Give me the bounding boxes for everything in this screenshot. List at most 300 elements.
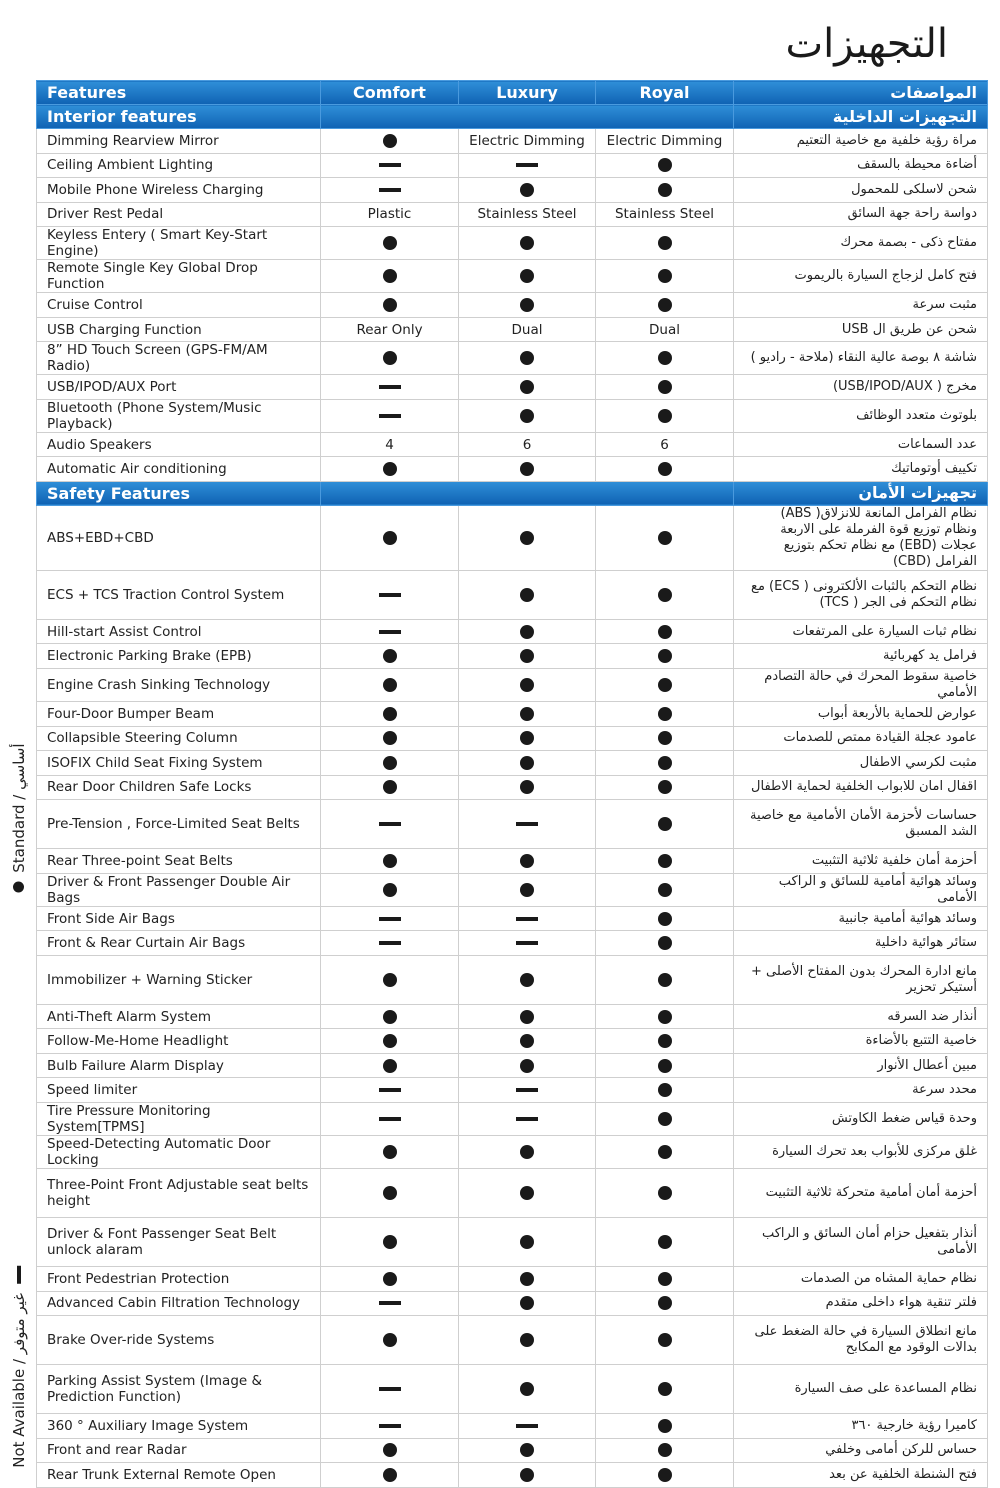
value-royal xyxy=(596,129,734,154)
value-luxury xyxy=(459,1463,596,1488)
feature-name: Rear Door Children Safe Locks xyxy=(37,775,321,800)
feature-name: ABS+EBD+CBD xyxy=(37,505,321,570)
value-luxury xyxy=(459,375,596,400)
standard-dot-icon xyxy=(520,1059,534,1073)
standard-dot-icon xyxy=(520,1145,534,1159)
feature-name: ISOFIX Child Seat Fixing System xyxy=(37,751,321,776)
value-comfort xyxy=(321,1414,459,1439)
feature-name-ar: نظام حماية المشاه من الصدمات xyxy=(734,1267,988,1292)
feature-name-ar: نظام المساعدة على صف السيارة xyxy=(734,1365,988,1414)
legend-not-available xyxy=(10,1262,28,1468)
value-luxury xyxy=(459,227,596,260)
standard-dot-icon xyxy=(658,351,672,365)
value-comfort xyxy=(321,1291,459,1316)
standard-dot-icon xyxy=(520,298,534,312)
standard-dot-icon xyxy=(658,936,672,950)
feature-name-ar: فرامل يد كهربائية xyxy=(734,644,988,669)
feature-name-ar: وسائد هوائية أمامية جانبية xyxy=(734,906,988,931)
table-row xyxy=(37,129,988,154)
table-row xyxy=(37,227,988,260)
table-row xyxy=(37,1267,988,1292)
value-comfort xyxy=(321,227,459,260)
feature-name-ar: بلوتوث متعدد الوظائف xyxy=(734,399,988,432)
legend-not-available-label: Not Available / غير متوفر xyxy=(10,1293,28,1468)
value-luxury xyxy=(459,1438,596,1463)
value-luxury xyxy=(459,457,596,482)
value-luxury xyxy=(459,317,596,342)
value-comfort xyxy=(321,1365,459,1414)
table-row xyxy=(37,1438,988,1463)
standard-dot-icon xyxy=(520,269,534,283)
standard-dot-icon xyxy=(383,1443,397,1457)
table-row xyxy=(37,1029,988,1054)
section-title-ar: تجهيزات الأمان xyxy=(734,481,988,505)
value-royal xyxy=(596,317,734,342)
value-comfort xyxy=(321,260,459,293)
value-luxury xyxy=(459,644,596,669)
value-luxury xyxy=(459,342,596,375)
legend-standard-label: Standard / أساسي xyxy=(10,743,28,873)
feature-name: Speed limiter xyxy=(37,1078,321,1103)
standard-dot-icon xyxy=(658,1235,672,1249)
standard-dot-icon xyxy=(658,1272,672,1286)
page-title: التجهيزات xyxy=(785,21,948,67)
table-row xyxy=(37,260,988,293)
feature-name: Anti-Theft Alarm System xyxy=(37,1004,321,1029)
value-luxury xyxy=(459,153,596,178)
feature-name-ar: مانع انطلاق السيارة في حالة الضغط على بدالات الوقود مع المكابح xyxy=(734,1316,988,1365)
feature-name: Immobilizer + Warning Sticker xyxy=(37,955,321,1004)
standard-dot-icon xyxy=(520,1272,534,1286)
table-row xyxy=(37,432,988,457)
not-available-dash-icon xyxy=(379,1301,401,1305)
not-available-dash-icon xyxy=(516,822,538,826)
feature-name: 8” HD Touch Screen (GPS-FM/AM Radio) xyxy=(37,342,321,375)
value-royal xyxy=(596,399,734,432)
feature-name: Front Side Air Bags xyxy=(37,906,321,931)
feature-name: USB/IPOD/AUX Port xyxy=(37,375,321,400)
value-luxury xyxy=(459,1267,596,1292)
value-luxury xyxy=(459,1365,596,1414)
standard-dot-icon xyxy=(658,854,672,868)
standard-dot-icon xyxy=(658,731,672,745)
value-royal xyxy=(596,775,734,800)
standard-dot-icon xyxy=(520,588,534,602)
section-title-ar: التجهيزات الداخلية xyxy=(734,105,988,129)
value-royal xyxy=(596,849,734,874)
value-royal xyxy=(596,505,734,570)
value-luxury xyxy=(459,293,596,318)
feature-name-ar: حساسات لأحزمة الأمان الأمامية مع خاصية الشد المسبق xyxy=(734,800,988,849)
table-row xyxy=(37,505,988,570)
standard-dot-icon xyxy=(658,1112,672,1126)
value-luxury xyxy=(459,873,596,906)
value-royal xyxy=(596,202,734,227)
section-title: Safety Features xyxy=(37,481,321,505)
standard-dot-icon xyxy=(520,409,534,423)
feature-name-ar: نظام الفرامل المانعة للانزلاق( ABS) ونظام توزيع قوة الفرملة على الاربعة عجلات (EBD) مع نظام تحكم بتوزيع الفرامل (CBD) xyxy=(734,505,988,570)
standard-dot-icon xyxy=(520,1296,534,1310)
not-available-dash-icon xyxy=(379,385,401,389)
feature-name-ar: حساس للركن أمامى وخلفي xyxy=(734,1438,988,1463)
feature-name: Front & Rear Curtain Air Bags xyxy=(37,931,321,956)
value-luxury xyxy=(459,1103,596,1136)
feature-name: Front and rear Radar xyxy=(37,1438,321,1463)
value-comfort xyxy=(321,619,459,644)
standard-dot-icon xyxy=(658,707,672,721)
value-royal xyxy=(596,1463,734,1488)
standard-dot-icon xyxy=(383,1333,397,1347)
feature-name: Bluetooth (Phone System/Music Playback) xyxy=(37,399,321,432)
standard-dot-icon xyxy=(658,158,672,172)
standard-dot-icon xyxy=(658,973,672,987)
value-text: 4 xyxy=(385,436,394,453)
value-comfort xyxy=(321,432,459,457)
standard-dot-icon xyxy=(658,817,672,831)
section-title: Interior features xyxy=(37,105,321,129)
standard-dot-icon xyxy=(383,731,397,745)
value-royal xyxy=(596,1078,734,1103)
not-available-dash-icon xyxy=(379,1424,401,1428)
value-comfort xyxy=(321,644,459,669)
value-text: 6 xyxy=(522,436,532,453)
value-comfort xyxy=(321,1004,459,1029)
standard-dot-icon xyxy=(383,1235,397,1249)
standard-dot-icon xyxy=(658,1059,672,1073)
feature-name: Parking Assist System (Image & Prediction Function) xyxy=(37,1365,321,1414)
table-header-row xyxy=(37,81,988,105)
standard-dot-icon xyxy=(658,1145,672,1159)
value-comfort xyxy=(321,129,459,154)
value-comfort xyxy=(321,1029,459,1054)
feature-name-ar: دواسة راحة جهة السائق xyxy=(734,202,988,227)
table-row xyxy=(37,342,988,375)
value-royal xyxy=(596,1103,734,1136)
value-royal xyxy=(596,800,734,849)
value-comfort xyxy=(321,570,459,619)
standard-dot-icon xyxy=(13,882,24,893)
legend-standard xyxy=(10,743,28,896)
standard-dot-icon xyxy=(383,462,397,476)
standard-dot-icon xyxy=(520,973,534,987)
value-comfort xyxy=(321,293,459,318)
value-luxury xyxy=(459,931,596,956)
not-available-dash-icon xyxy=(379,1387,401,1391)
table-row xyxy=(37,375,988,400)
value-comfort xyxy=(321,1267,459,1292)
standard-dot-icon xyxy=(658,649,672,663)
table-row xyxy=(37,1103,988,1136)
feature-name: Cruise Control xyxy=(37,293,321,318)
feature-name: Driver Rest Pedal xyxy=(37,202,321,227)
value-royal xyxy=(596,1218,734,1267)
value-luxury xyxy=(459,570,596,619)
standard-dot-icon xyxy=(520,462,534,476)
value-luxury xyxy=(459,1316,596,1365)
feature-name-ar: ستائر هوائية داخلية xyxy=(734,931,988,956)
standard-dot-icon xyxy=(383,780,397,794)
standard-dot-icon xyxy=(383,236,397,250)
value-royal xyxy=(596,260,734,293)
value-royal xyxy=(596,751,734,776)
table-row xyxy=(37,849,988,874)
value-comfort xyxy=(321,505,459,570)
standard-dot-icon xyxy=(383,854,397,868)
value-royal xyxy=(596,432,734,457)
legend xyxy=(2,330,36,1468)
standard-dot-icon xyxy=(658,625,672,639)
features-table xyxy=(36,80,988,1488)
table-row xyxy=(37,906,988,931)
value-comfort xyxy=(321,800,459,849)
standard-dot-icon xyxy=(383,883,397,897)
standard-dot-icon xyxy=(658,409,672,423)
value-luxury xyxy=(459,1136,596,1169)
feature-name-ar: وحدة قياس ضغط الكاوتش xyxy=(734,1103,988,1136)
feature-name: Four-Door Bumper Beam xyxy=(37,702,321,727)
standard-dot-icon xyxy=(383,1272,397,1286)
feature-name: Driver & Front Passenger Double Air Bags xyxy=(37,873,321,906)
value-comfort xyxy=(321,317,459,342)
value-royal xyxy=(596,1414,734,1439)
not-available-dash-icon xyxy=(516,1424,538,1428)
value-comfort xyxy=(321,457,459,482)
header-features: Features xyxy=(37,81,321,105)
section-spacer xyxy=(321,481,734,505)
feature-name: Ceiling Ambient Lighting xyxy=(37,153,321,178)
value-comfort xyxy=(321,873,459,906)
standard-dot-icon xyxy=(658,298,672,312)
value-comfort xyxy=(321,751,459,776)
value-royal xyxy=(596,644,734,669)
header-luxury: Luxury xyxy=(459,81,596,105)
standard-dot-icon xyxy=(520,1333,534,1347)
feature-name: Bulb Failure Alarm Display xyxy=(37,1053,321,1078)
value-comfort xyxy=(321,1463,459,1488)
feature-name-ar: مانع ادارة المحرك بدون المفتاح الأصلى + أستيكر تحزير xyxy=(734,955,988,1004)
standard-dot-icon xyxy=(658,1333,672,1347)
feature-name-ar: نظام التحكم بالثبات الألكترونى ( ECS) مع نظام التحكم فى الجر ( TCS) xyxy=(734,570,988,619)
standard-dot-icon xyxy=(383,531,397,545)
not-available-dash-icon xyxy=(379,1117,401,1121)
standard-dot-icon xyxy=(520,1235,534,1249)
standard-dot-icon xyxy=(520,1186,534,1200)
feature-name-ar: اقفال امان للابواب الخلفية لحماية الاطفال xyxy=(734,775,988,800)
standard-dot-icon xyxy=(658,780,672,794)
feature-name: Automatic Air conditioning xyxy=(37,457,321,482)
value-royal xyxy=(596,227,734,260)
standard-dot-icon xyxy=(383,678,397,692)
standard-dot-icon xyxy=(520,1468,534,1482)
value-luxury xyxy=(459,619,596,644)
value-luxury xyxy=(459,260,596,293)
value-comfort xyxy=(321,702,459,727)
standard-dot-icon xyxy=(520,678,534,692)
feature-name-ar: وسائد هوائية أمامية للسائق و الراكب الأمامى xyxy=(734,873,988,906)
standard-dot-icon xyxy=(520,380,534,394)
feature-name: Driver & Font Passenger Seat Belt unlock alaram xyxy=(37,1218,321,1267)
feature-name-ar: أحزمة أمان خلفية ثلاثية التثبيت xyxy=(734,849,988,874)
value-text: 6 xyxy=(660,436,669,453)
standard-dot-icon xyxy=(658,1419,672,1433)
value-comfort xyxy=(321,726,459,751)
value-text: Electric Dimming xyxy=(469,132,585,149)
feature-name: Tire Pressure Monitoring System[TPMS] xyxy=(37,1103,321,1136)
feature-name: Collapsible Steering Column xyxy=(37,726,321,751)
feature-name-ar: كاميرا رؤية خارجية ٣٦٠ xyxy=(734,1414,988,1439)
standard-dot-icon xyxy=(520,531,534,545)
standard-dot-icon xyxy=(383,269,397,283)
standard-dot-icon xyxy=(383,707,397,721)
standard-dot-icon xyxy=(658,1186,672,1200)
feature-name-ar: محدد سرعة xyxy=(734,1078,988,1103)
feature-name-ar: مثبت لكرسي الاطفال xyxy=(734,751,988,776)
table-row xyxy=(37,1316,988,1365)
value-comfort xyxy=(321,1438,459,1463)
standard-dot-icon xyxy=(658,678,672,692)
table-row xyxy=(37,702,988,727)
value-comfort xyxy=(321,1053,459,1078)
header-royal: Royal xyxy=(596,81,734,105)
table-row xyxy=(37,317,988,342)
table-row xyxy=(37,1169,988,1218)
standard-dot-icon xyxy=(520,883,534,897)
header-features-ar: المواصفات xyxy=(734,81,988,105)
value-luxury xyxy=(459,202,596,227)
feature-name: Pre-Tension , Force-Limited Seat Belts xyxy=(37,800,321,849)
table-row xyxy=(37,1414,988,1439)
value-comfort xyxy=(321,775,459,800)
value-royal xyxy=(596,1438,734,1463)
value-text: Plastic xyxy=(367,206,412,223)
feature-name: Electronic Parking Brake (EPB) xyxy=(37,644,321,669)
value-luxury xyxy=(459,955,596,1004)
standard-dot-icon xyxy=(383,1010,397,1024)
value-luxury xyxy=(459,1291,596,1316)
feature-name-ar: تكييف أوتوماتيك xyxy=(734,457,988,482)
standard-dot-icon xyxy=(383,1145,397,1159)
value-comfort xyxy=(321,1136,459,1169)
value-royal xyxy=(596,457,734,482)
feature-name-ar: أنذار بتفعيل حزام أمان السائق و الراكب الأمامى xyxy=(734,1218,988,1267)
standard-dot-icon xyxy=(383,1186,397,1200)
section-header-row xyxy=(37,105,988,129)
value-comfort xyxy=(321,1169,459,1218)
section-header-row xyxy=(37,481,988,505)
value-royal xyxy=(596,1029,734,1054)
standard-dot-icon xyxy=(383,1034,397,1048)
standard-dot-icon xyxy=(520,780,534,794)
standard-dot-icon xyxy=(520,1010,534,1024)
not-available-dash-icon xyxy=(516,1117,538,1121)
feature-name: Rear Trunk External Remote Open xyxy=(37,1463,321,1488)
feature-name-ar: عامود عجلة القيادة ممتص للصدمات xyxy=(734,726,988,751)
section-spacer xyxy=(321,105,734,129)
value-comfort xyxy=(321,849,459,874)
table-row xyxy=(37,751,988,776)
value-luxury xyxy=(459,432,596,457)
standard-dot-icon xyxy=(658,1468,672,1482)
standard-dot-icon xyxy=(383,134,397,148)
value-luxury xyxy=(459,726,596,751)
standard-dot-icon xyxy=(383,1468,397,1482)
table-row xyxy=(37,570,988,619)
standard-dot-icon xyxy=(520,1443,534,1457)
feature-name-ar: نظام ثبات السيارة على المرتفعات xyxy=(734,619,988,644)
value-luxury xyxy=(459,129,596,154)
table-row xyxy=(37,178,988,203)
table-row xyxy=(37,293,988,318)
feature-name: Keyless Entery ( Smart Key-Start Engine) xyxy=(37,227,321,260)
table-row xyxy=(37,1218,988,1267)
value-royal xyxy=(596,293,734,318)
table-row xyxy=(37,873,988,906)
standard-dot-icon xyxy=(658,380,672,394)
table-row xyxy=(37,644,988,669)
feature-name: Brake Over-ride Systems xyxy=(37,1316,321,1365)
feature-name-ar: أحزمة أمان أمامية متحركة ثلاثية التثبيت xyxy=(734,1169,988,1218)
feature-name-ar: شحن عن طريق ال USB xyxy=(734,317,988,342)
value-comfort xyxy=(321,399,459,432)
standard-dot-icon xyxy=(658,1034,672,1048)
value-luxury xyxy=(459,505,596,570)
feature-name: Advanced Cabin Filtration Technology xyxy=(37,1291,321,1316)
value-luxury xyxy=(459,702,596,727)
standard-dot-icon xyxy=(658,531,672,545)
feature-name-ar: مبين أعطال الأنوار xyxy=(734,1053,988,1078)
value-royal xyxy=(596,619,734,644)
value-comfort xyxy=(321,153,459,178)
feature-name-ar: مراة رؤية خلفية مع خاصية التعتيم xyxy=(734,129,988,154)
feature-name: Front Pedestrian Protection xyxy=(37,1267,321,1292)
not-available-dash-icon xyxy=(379,188,401,192)
value-royal xyxy=(596,178,734,203)
value-royal xyxy=(596,669,734,702)
table-row xyxy=(37,457,988,482)
feature-name-ar: فتح الشنطة الخلفية عن بعد xyxy=(734,1463,988,1488)
feature-name: Dimming Rearview Mirror xyxy=(37,129,321,154)
standard-dot-icon xyxy=(520,1034,534,1048)
value-comfort xyxy=(321,1103,459,1136)
feature-name: Three-Point Front Adjustable seat belts height xyxy=(37,1169,321,1218)
value-text: Stainless Steel xyxy=(477,206,577,223)
value-royal xyxy=(596,702,734,727)
feature-name-ar: شحن لاسلكى للمحمول xyxy=(734,178,988,203)
value-comfort xyxy=(321,342,459,375)
standard-dot-icon xyxy=(658,1296,672,1310)
not-available-dash-icon xyxy=(379,822,401,826)
feature-name: USB Charging Function xyxy=(37,317,321,342)
not-available-dash-icon xyxy=(516,1088,538,1092)
feature-name: ECS + TCS Traction Control System xyxy=(37,570,321,619)
feature-name: Speed-Detecting Automatic Door Locking xyxy=(37,1136,321,1169)
value-comfort xyxy=(321,178,459,203)
not-available-dash-icon xyxy=(379,630,401,634)
value-comfort xyxy=(321,955,459,1004)
not-available-dash-icon xyxy=(516,917,538,921)
standard-dot-icon xyxy=(520,351,534,365)
feature-name: Audio Speakers xyxy=(37,432,321,457)
value-comfort xyxy=(321,202,459,227)
table-row xyxy=(37,1078,988,1103)
feature-name-ar: مفتاح ذكى - بصمة محرك xyxy=(734,227,988,260)
feature-name-ar: فلتر تنقية هواء داخلى متقدم xyxy=(734,1291,988,1316)
value-text: Dual xyxy=(649,321,680,338)
not-available-dash-icon xyxy=(379,1088,401,1092)
not-available-dash-icon xyxy=(516,941,538,945)
standard-dot-icon xyxy=(520,854,534,868)
standard-dot-icon xyxy=(658,588,672,602)
